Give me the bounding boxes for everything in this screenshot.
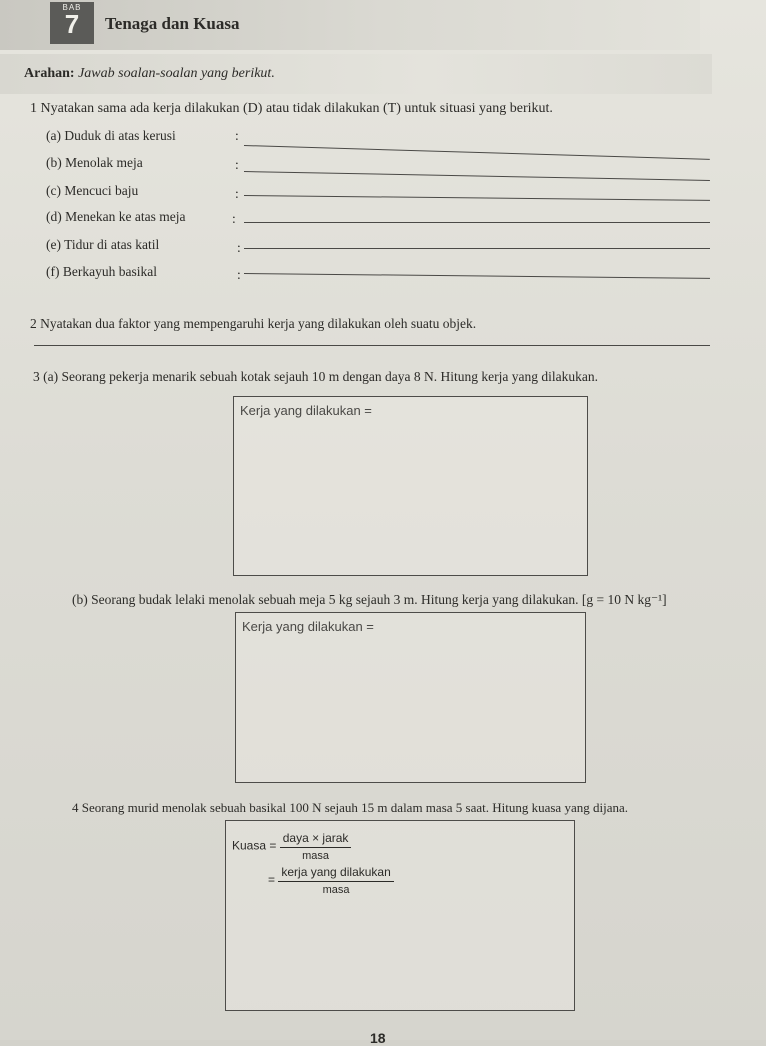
bab-label: BAB <box>62 3 82 12</box>
formula-lhs: Kuasa = <box>232 838 277 853</box>
q1-item-f: (f) Berkayuh basikal <box>46 264 157 279</box>
answer-line-d[interactable] <box>244 222 710 223</box>
page-number: 18 <box>370 1030 386 1046</box>
formula-denominator-1: masa <box>302 850 330 862</box>
formula-fraction-2 <box>278 865 393 896</box>
answer-line-b[interactable] <box>244 171 710 181</box>
chapter-title: Tenaga dan Kuasa <box>105 14 240 33</box>
answer-line-f[interactable] <box>244 273 710 279</box>
formula-fraction-1 <box>280 831 352 862</box>
q1-colon-c: : <box>235 186 239 201</box>
question-3b-stem: (b) Seorang budak lelaki menolak sebuah meja 5 kg sejauh 3 m. Hitung kerja yang dilakukan. [g = 10 N kg⁻¹] <box>72 592 667 607</box>
q1-item-e: (e) Tidur di atas katil <box>46 237 160 252</box>
chapter-number: 7 <box>64 9 80 39</box>
q1-item-d: (d) Menekan ke atas meja <box>46 209 186 224</box>
instruction-text: Jawab soalan-soalan yang berikut. <box>78 66 275 81</box>
formula-denominator-2: masa <box>322 884 350 896</box>
answer-box-q3a[interactable] <box>233 396 588 576</box>
formula-numerator-2: kerja yang dilakukan <box>278 865 393 882</box>
power-formula-line-2 <box>268 865 394 896</box>
q1-colon-f: : <box>237 267 241 282</box>
q1-colon-e: : <box>237 240 241 255</box>
answer-line-c[interactable] <box>244 195 710 201</box>
question-1-stem: 1 Nyatakan sama ada kerja dilakukan (D) atau tidak dilakukan (T) untuk situasi yang berikut. <box>30 101 553 116</box>
answer-box-q4[interactable] <box>225 820 575 1011</box>
question-2-stem: 2 Nyatakan dua faktor yang mempengaruhi kerja yang dilakukan oleh suatu objek. <box>30 316 477 331</box>
q1-colon-d: : <box>232 211 236 226</box>
answer-line-q2[interactable] <box>34 345 710 346</box>
q1-item-a: (a) Duduk di atas kerusi <box>46 128 176 143</box>
instruction-label: Arahan: <box>24 66 75 81</box>
answer-box-q3b[interactable] <box>235 612 586 783</box>
instruction <box>24 66 275 82</box>
question-3a-stem: 3 (a) Seorang pekerja menarik sebuah kotak sejauh 10 m dengan daya 8 N. Hitung kerja yang dilakukan. <box>33 369 598 384</box>
q1-item-b: (b) Menolak meja <box>46 155 143 170</box>
answer-box-q3a-label: Kerja yang dilakukan = <box>240 403 372 418</box>
power-formula-line-1 <box>232 831 351 862</box>
answer-box-q3b-label: Kerja yang dilakukan = <box>242 619 374 634</box>
q1-colon-b: : <box>235 157 239 172</box>
q1-colon-a: : <box>235 128 239 143</box>
q1-item-c: (c) Mencuci baju <box>46 183 139 198</box>
question-4-stem: 4 Seorang murid menolak sebuah basikal 100 N sejauh 15 m dalam masa 5 saat. Hitung kuasa yang dijana. <box>72 800 628 815</box>
answer-line-e[interactable] <box>244 248 710 249</box>
answer-line-a[interactable] <box>244 145 710 160</box>
chapter-badge <box>50 2 94 44</box>
formula-numerator-1: daya × jarak <box>280 831 352 848</box>
formula-equals: = <box>268 872 276 887</box>
